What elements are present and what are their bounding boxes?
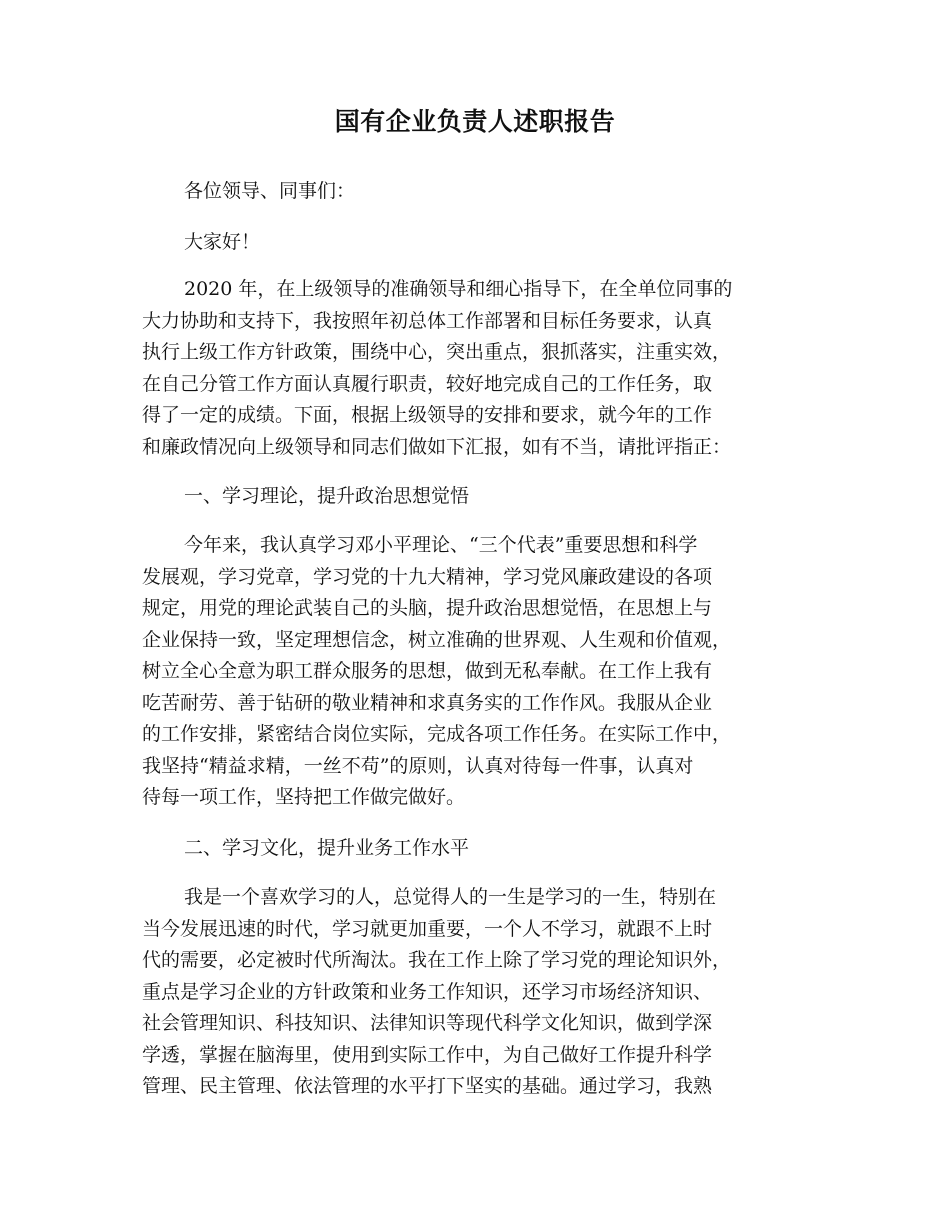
text-line: 管理、民主管理、依法管理的水平打下坚实的基础。通过学习，我熟 (142, 1075, 713, 1097)
text-line: 发展观，学习党章，学习党的十九大精神，学习党风廉政建设的各项 (142, 565, 713, 588)
text-line: 重点是学习企业的方针政策和业务工作知识，还学习市场经济知识、 (142, 980, 713, 1003)
text-line: 2020 年，在上级领导的准确领导和细心指导下，在全单位同事的 (184, 278, 733, 300)
text-line: 今年来，我认真学习邓小平理论、“三个代表”重要思想和科学 (184, 534, 698, 556)
text-line: 当今发展迅速的时代，学习就更加重要，一个人不学习，就跟不上时 (142, 917, 713, 940)
text-line: 企业保持一致，坚定理想信念，树立准确的世界观、人生观和价值观， (142, 628, 732, 651)
text-line: 在自己分管工作方面认真履行职责，较好地完成自己的工作任务，取 (142, 372, 713, 395)
section1-paragraph (142, 530, 832, 814)
section-heading: 一、学习理论，提升政治思想觉悟 (184, 485, 470, 507)
text-line: 我是一个喜欢学习的人，总觉得人的一生是学习的一生，特别在 (184, 886, 717, 908)
text-line: 规定，用党的理论武装自己的头脑，提升政治思想觉悟，在思想上与 (142, 597, 713, 619)
text-line: 得了一定的成绩。下面，根据上级领导的安排和要求，就今年的工作 (142, 404, 713, 426)
text-line: 我坚持“精益求精，一丝不苟”的原则，认真对待每一件事，认真对 (142, 754, 694, 777)
salutation-paragraph (142, 176, 832, 208)
section2-paragraph (142, 882, 832, 1103)
text-line: 执行上级工作方针政策，围绕中心，突出重点，狠抓落实，注重实效， (142, 341, 732, 363)
intro-paragraph (142, 274, 832, 463)
text-line: 学透，掌握在脑海里，使用到实际工作中，为自己做好工作提升科学 (142, 1043, 713, 1066)
text-line: 树立全心全意为职工群众服务的思想，做到无私奉献。在工作上我有 (142, 660, 713, 682)
text-line: 社会管理知识、科技知识、法律知识等现代科学文化知识，做到学深 (142, 1012, 713, 1034)
text-line: 待每一项工作，坚持把工作做完做好。 (142, 786, 466, 808)
section1-heading-block (142, 481, 832, 513)
text-line: 的工作安排，紧密结合岗位实际，完成各项工作任务。在实际工作中， (142, 723, 732, 745)
text-line: 吃苦耐劳、善于钻研的敬业精神和求真务实的工作作风。我服从企业 (142, 691, 713, 714)
document-title: 国有企业负责人述职报告 (334, 107, 616, 136)
text-line: 和廉政情况向上级领导和同志们做如下汇报，如有不当，请批评指正： (142, 435, 732, 458)
greeting-line: 大家好！ (184, 231, 261, 253)
section2-heading-block (142, 833, 832, 865)
salutation-line: 各位领导、同事们： (184, 180, 356, 202)
text-line: 大力协助和支持下，我按照年初总体工作部署和目标任务要求，认真 (142, 309, 713, 332)
greeting-paragraph (142, 227, 832, 259)
section-heading: 二、学习文化，提升业务工作水平 (184, 837, 470, 859)
text-line: 代的需要，必定被时代所淘汰。我在工作上除了学习党的理论知识外， (142, 949, 732, 971)
